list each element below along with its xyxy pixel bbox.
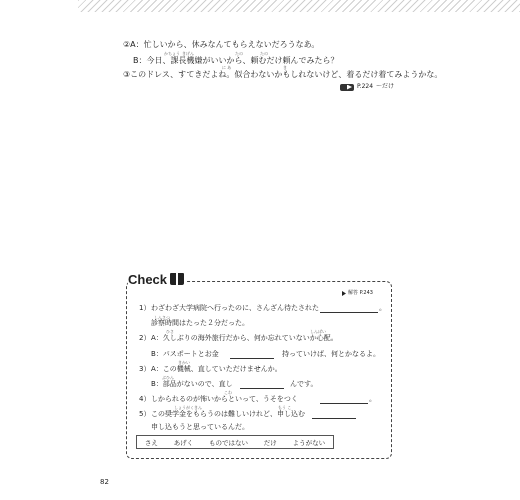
example-3 [123, 70, 442, 80]
example-2a [123, 40, 319, 50]
question-3-line-2a: B：部品がないので、直し [151, 380, 233, 388]
word-option: さえ [144, 438, 158, 447]
example-2b [133, 56, 339, 66]
header-hatch-band [78, 0, 520, 12]
answer-blank-3[interactable] [240, 388, 284, 389]
ruby-tano-1: たの [235, 51, 243, 56]
ruby-shinpai: しんぱい [310, 329, 326, 334]
ruby-kowa: こわ [224, 390, 232, 395]
ruby-kachou: かちょう [164, 51, 180, 56]
question-text: わざわざ大学病院へ行ったのに、さんざん待たされた [151, 304, 319, 312]
check-title: Check [128, 271, 168, 287]
word-option: だけ [263, 438, 277, 447]
answer-ref-text: 解答 P.243 [348, 290, 373, 296]
question-text: A：この機械、直していただけませんか。 [151, 365, 282, 373]
question-number: 5） [139, 410, 151, 418]
question-text: しかられるのが怖いからといって、うそをつく [151, 395, 298, 403]
ruby-kikai: きかい [178, 360, 190, 365]
answer-reference[interactable] [342, 290, 373, 297]
question-1-period: 。 [379, 304, 386, 312]
word-bank [136, 435, 334, 449]
page-number: 82 [100, 478, 109, 486]
question-number: 4） [139, 395, 151, 403]
question-3-line-2b: んです。 [290, 380, 318, 388]
question-4-line-1 [139, 395, 298, 404]
answer-blank-2[interactable] [230, 358, 274, 359]
question-number: 3） [139, 365, 151, 373]
check-heading [128, 270, 187, 288]
grammar-reference[interactable] [340, 83, 394, 91]
question-5-line-1 [139, 410, 305, 419]
word-option: ようがない [292, 438, 326, 447]
answer-blank-4[interactable] [320, 403, 368, 404]
question-2-line-2a: B：パスポートとお金 [151, 350, 219, 358]
ruby-shougakukin: しょうがくきん [174, 405, 202, 410]
question-4-period: 。 [369, 395, 376, 403]
ruby-tano-2: たの [260, 51, 268, 56]
question-number: 2） [139, 334, 151, 342]
word-option: あげく [173, 438, 194, 447]
ruby-shinsatsu: しんさつ [154, 315, 170, 320]
triangle-arrow-icon [342, 291, 346, 296]
ruby-kigen: きげん [182, 51, 194, 56]
answer-blank-5[interactable] [312, 418, 356, 419]
question-3-line-1 [139, 365, 282, 374]
ruby-buhin: ぶひん [162, 375, 174, 380]
reference-page: P.224 [357, 83, 374, 90]
ruby-niau: に あ [222, 65, 232, 70]
question-2-line-1 [139, 334, 338, 343]
example-text: このドレス、すてきだよね。似合わないかもしれないけど、着るだけ着てみようかな。 [130, 70, 443, 79]
question-1-line-2: 診察時間はたった２分だった。 [151, 319, 249, 327]
ruby-hisa: ひさ [166, 329, 174, 334]
example-label: ③ [123, 70, 131, 79]
question-5-line-2: 申し込もうと思っているんだ。 [151, 423, 249, 431]
reference-arrow-icon [340, 84, 354, 91]
example-label: B： [133, 56, 147, 65]
answer-blank-1[interactable] [320, 312, 378, 313]
ruby-ki: き [283, 65, 287, 70]
question-number: 1） [139, 304, 151, 312]
example-label: ②A： [123, 40, 144, 49]
ruby-mouko: もう こ [278, 405, 292, 410]
word-option: ものではない [208, 438, 248, 447]
question-1-line-1 [139, 304, 319, 313]
example-text: 今日、課長機嫌がいいから、頼むだけ頼んでみたら？ [146, 56, 339, 65]
question-2-line-2b: 持っていけば、何とかなるよ。 [282, 350, 380, 358]
reference-pattern: 〜だけ [376, 83, 395, 90]
book-icon [170, 273, 184, 285]
question-text: この奨学金をもらうのは難しいけれど、申し込む [151, 410, 305, 418]
question-text: A：久しぶりの海外旅行だから、何か忘れていないか心配。 [151, 334, 338, 342]
example-text: 忙しいから、休みなんてもらえないだろうなあ。 [143, 40, 320, 49]
